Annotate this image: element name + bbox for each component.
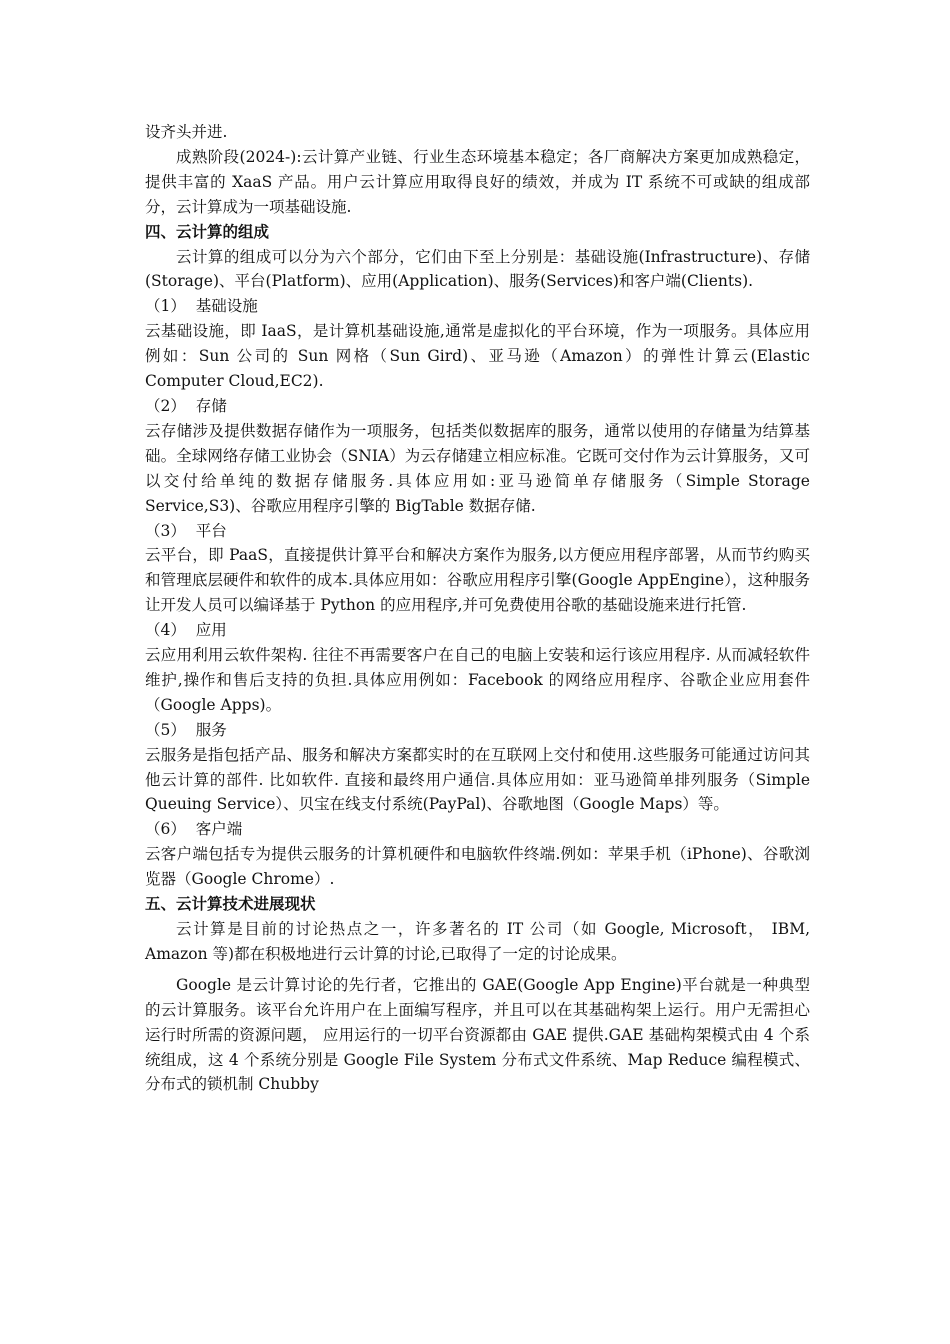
subheading-platform: （3） 平台 [145, 521, 227, 540]
subheading-services: （5） 服务 [145, 720, 227, 739]
document-body [145, 120, 810, 1097]
paragraph-progress-intro: 云计算是目前的讨论热点之一，许多著名的 IT 公司（如 Google, Microsoft， IBM, Amazon 等)都在积极地进行云计算的讨论,已取得了一定的讨论成果。 [145, 920, 810, 963]
subheading-clients: （6） 客户端 [145, 820, 243, 839]
paragraph-mature-stage: 成熟阶段(2024-):云计算产业链、行业生态环境基本稳定；各厂商解决方案更加成熟稳定，提供丰富的 XaaS 产品。用户云计算应用取得良好的绩效，并成为 IT 系统不可或缺的组成部分，云计算成为一项基础设施. [145, 147, 810, 216]
section-heading-composition: 四、云计算的组成 [145, 222, 270, 241]
paragraph-application: 云应用利用云软件架构. 往往不再需要客户在自己的电脑上安装和运行该应用程序. 从而减轻软件维护,操作和售后支持的负担.具体应用例如：Facebook 的网络应用程序、谷歌企业应用套件（Google Apps)。 [145, 646, 810, 714]
paragraph-platform: 云平台，即 PaaS，直接提供计算平台和解决方案作为服务,以方便应用程序部署，从而节约购买和管理底层硬件和软件的成本.具体应用如：谷歌应用程序引擎(Google AppEngine），这种服务让开发人员可以编译基于 Python 的应用程序,并可免费使用谷歌的基础设施来进行托管. [145, 546, 810, 615]
paragraph-composition-intro: 云计算的组成可以分为六个部分，它们由下至上分别是：基础设施(Infrastructure)、存储(Storage)、平台(Platform)、应用(Application)、服务(Services)和客户端(Clients). [145, 247, 810, 291]
paragraph-services: 云服务是指包括产品、服务和解决方案都实时的在互联网上交付和使用.这些服务可能通过访问其他云计算的部件. 比如软件. 直接和最终用户通信.具体应用如：亚马逊简单排列服务（Simple Queuing Service）、贝宝在线支付系统(PayPal)、谷歌地图（Google Maps）等。 [145, 745, 810, 814]
paragraph-infrastructure: 云基础设施，即 IaaS，是计算机基础设施,通常是虚拟化的平台环境，作为一项服务。具体应用例如：Sun 公司的 Sun 网格（Sun Gird)、亚马逊（Amazon）的弹性计算云(Elastic Computer Cloud,EC2). [145, 322, 810, 391]
subheading-infrastructure: （1） 基础设施 [145, 297, 258, 316]
section-heading-progress: 五、云计算技术进展现状 [145, 895, 316, 914]
paragraph-clients: 云客户端包括专为提供云服务的计算机硬件和电脑软件终端.例如：苹果手机（iPhone)、谷歌浏览器（Google Chrome）. [145, 845, 810, 889]
subheading-application: （4） 应用 [145, 621, 227, 640]
paragraph-storage: 云存储涉及提供数据存储作为一项服务，包括类似数据库的服务，通常以使用的存储量为结算基础。全球网络存储工业协会（SNIA）为云存储建立相应标准。它既可交付作为云计算服务，又可以交付给单纯的数据存储服务.具体应用如:亚马逊简单存储服务（Simple Storage Service,S3)、谷歌应用程序引擎的 BigTable 数据存储. [145, 421, 810, 515]
paragraph-continued: 设齐头并进. [145, 123, 228, 141]
paragraph-google-gae: Google 是云计算讨论的先行者，它推出的 GAE(Google App Engine)平台就是一种典型的云计算服务。该平台允许用户在上面编写程序，并且可以在其基础构架上运行。用户无需担心运行时所需的资源问题， 应用运行的一切平台资源都由 GAE 提供.GAE 基础构架模式由 4 个系统组成，这 4 个系统分别是 Google File System 分布式文件系统、Map Reduce 编程模式、分布式的锁机制 Chubby [145, 975, 810, 1094]
subheading-storage: （2） 存储 [145, 396, 227, 415]
